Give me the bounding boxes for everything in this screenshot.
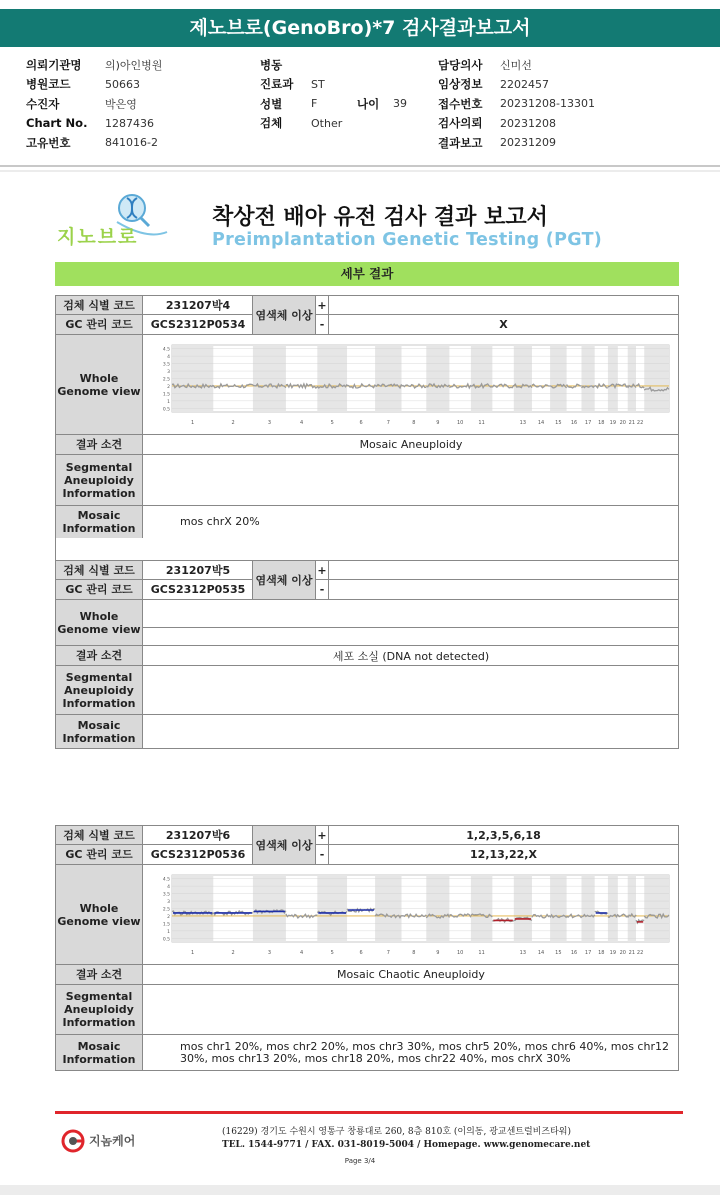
info-value: 20231208 <box>500 116 556 130</box>
info-value: 2202457 <box>500 77 549 91</box>
x-tick-label: 19 <box>609 950 617 956</box>
section-header: 세부 결과 <box>55 262 679 286</box>
info-label: 병원코드 <box>26 77 71 92</box>
header-divider <box>0 165 720 167</box>
sample-block-2 <box>55 560 679 749</box>
whole-genome-plot <box>144 865 678 964</box>
info-label: 결과보고 <box>438 135 483 150</box>
x-tick-label: 18 <box>598 420 605 426</box>
genome-plot-svg <box>158 870 673 960</box>
footer-brand: 지놈케어 <box>89 1134 136 1148</box>
report-page <box>0 172 720 1185</box>
info-row <box>260 55 407 75</box>
info-value: ST <box>311 77 325 91</box>
info-row <box>26 75 162 95</box>
x-tick-label: 15 <box>555 420 562 426</box>
info-label: 임상정보 <box>438 77 483 92</box>
mosaic-row <box>56 715 678 748</box>
y-tick-label: 0.5 <box>162 407 170 413</box>
x-tick-label: 11 <box>478 950 485 956</box>
x-tick-label: 16 <box>570 420 578 426</box>
info-row <box>438 114 595 134</box>
x-tick-label: 7 <box>386 950 390 956</box>
sample-id-value: 231207박4 <box>144 296 253 314</box>
sample-id-value: 231207박6 <box>144 826 253 844</box>
sample-id-label: 검체 식별 코드 <box>56 296 143 314</box>
sample-id-row <box>56 561 678 580</box>
x-tick-label: 10 <box>456 420 464 426</box>
y-tick-label: 4.5 <box>162 877 170 883</box>
info-value: 841016-2 <box>105 136 158 150</box>
mosaic-value: mos chr1 20%, mos chr2 20%, mos chr3 30%, mos chr5 20%, mos chr6 40%, mos chr12 30%, mos chr13 20%, mos chr18 20%, mos chr22 40%, mos chrX 30% <box>180 1039 669 1065</box>
footer-contact-line: TEL. 1544-9771 / FAX. 031-8019-5004 / Homepage. www.genomecare.net <box>222 1140 591 1150</box>
gc-code-label: GC 관리 코드 <box>56 845 143 864</box>
x-tick-label: 11 <box>478 420 485 426</box>
finding-label: 결과 소견 <box>56 646 143 665</box>
info-row <box>260 75 407 95</box>
y-tick-label: 1.5 <box>162 392 170 398</box>
gc-code-label: GC 관리 코드 <box>56 315 143 334</box>
x-tick-label: 2 <box>231 420 235 426</box>
mosaic-row <box>56 506 678 538</box>
finding-label: 결과 소견 <box>56 965 143 984</box>
info-value: 20231208-13301 <box>500 97 595 111</box>
y-tick-label: 2.5 <box>162 907 170 913</box>
y-tick-label: 3.5 <box>162 892 170 898</box>
gc-code-value: GCS2312P0534 <box>144 315 253 334</box>
loss-sign: - <box>316 580 329 599</box>
mosaic-row <box>56 1035 678 1070</box>
genobro-logo <box>57 192 172 250</box>
sample-id-value: 231207박5 <box>144 561 253 579</box>
age-value: 39 <box>393 97 407 111</box>
sample-id-row <box>56 826 678 845</box>
info-row <box>438 94 595 114</box>
sample-id-row <box>56 296 678 315</box>
report-subtitle: Preimplantation Genetic Testing (PGT) <box>212 230 603 250</box>
x-tick-label: 7 <box>386 420 390 426</box>
y-tick-label: 4 <box>167 885 170 891</box>
x-tick-label: 3 <box>267 950 272 956</box>
logo-wordmark-text: 지노브로 <box>57 226 139 248</box>
y-tick-label: 3.5 <box>162 362 170 368</box>
y-tick-label: 1 <box>167 399 170 405</box>
x-tick-label: 8 <box>412 420 416 426</box>
y-tick-label: 4.5 <box>162 347 170 353</box>
info-label: 병동 <box>260 57 283 72</box>
info-label: 검체 <box>260 116 283 131</box>
footer-address-line: (16229) 경기도 수원시 영통구 창룡대로 260, 8층 810호 (이의동, 광교센트럴비즈타워) <box>222 1127 571 1137</box>
info-label: 접수번호 <box>438 96 483 111</box>
finding-row <box>56 435 678 455</box>
x-tick-label: 21 <box>628 950 636 956</box>
mosaic-value <box>144 715 678 748</box>
info-label: 진료과 <box>260 77 294 92</box>
info-row <box>438 75 595 95</box>
gc-code-row <box>56 315 678 335</box>
info-value: 신미선 <box>500 58 532 72</box>
info-row <box>26 133 162 153</box>
abnormality-label: 염색체 이상 <box>253 826 316 864</box>
x-tick-label: 4 <box>300 950 304 956</box>
gain-chromosomes: 1,2,3,5,6,18 <box>466 829 541 842</box>
y-tick-label: 2 <box>167 384 170 390</box>
info-row <box>438 133 595 153</box>
info-row <box>438 55 595 75</box>
x-tick-label: 2 <box>231 950 235 956</box>
sample-id-label: 검체 식별 코드 <box>56 561 143 579</box>
gain-chromosomes <box>329 561 678 580</box>
whole-genome-row <box>56 600 678 646</box>
info-row <box>26 55 162 75</box>
y-tick-label: 2.5 <box>162 377 170 383</box>
segmental-row <box>56 666 678 715</box>
gain-sign: + <box>316 561 329 580</box>
loss-chromosomes: X <box>499 318 508 331</box>
report-title: 착상전 배아 유전 검사 결과 보고서 <box>212 205 548 230</box>
info-label: Chart No. <box>26 116 88 131</box>
info-label: 담당의사 <box>438 57 483 72</box>
info-label: 의뢰기관명 <box>26 57 82 72</box>
whole-genome-label: Whole Genome view <box>56 865 143 964</box>
info-column-3 <box>438 55 595 153</box>
footer-address <box>222 1126 590 1152</box>
x-tick-label: 4 <box>300 420 304 426</box>
y-tick-label: 1 <box>167 929 170 935</box>
abnormality-label: 염색체 이상 <box>253 296 316 334</box>
gc-code-value: GCS2312P0535 <box>144 580 253 599</box>
info-value: 박은영 <box>105 97 137 111</box>
finding-value: Mosaic Aneuploidy <box>359 438 463 451</box>
info-value: 50663 <box>105 77 140 91</box>
info-row <box>26 94 162 114</box>
segmental-label: Segmental Aneuploidy Information <box>56 455 143 505</box>
x-tick-label: 17 <box>584 420 592 426</box>
info-label: 고유번호 <box>26 135 71 150</box>
x-tick-label: 21 <box>628 420 636 426</box>
info-value: Other <box>311 116 343 130</box>
whole-genome-row <box>56 865 678 965</box>
whole-genome-row <box>56 335 678 435</box>
info-label: 수진자 <box>26 96 60 111</box>
x-tick-label: 14 <box>537 420 545 426</box>
x-tick-label: 6 <box>359 950 363 956</box>
sample-id-label: 검체 식별 코드 <box>56 826 143 844</box>
whole-genome-label: Whole Genome view <box>56 335 143 434</box>
gain-sign: + <box>316 826 329 845</box>
gc-code-row <box>56 580 678 600</box>
info-row <box>260 94 407 114</box>
x-tick-label: 10 <box>456 950 464 956</box>
info-label: 검사의뢰 <box>438 116 483 131</box>
document-title: 제노브로(GenoBro)*7 검사결과보고서 <box>0 9 720 47</box>
x-tick-label: 9 <box>436 420 440 426</box>
gc-code-row <box>56 845 678 865</box>
x-tick-label: 16 <box>570 950 578 956</box>
x-tick-label: 13 <box>519 420 527 426</box>
age-label: 나이 <box>357 96 380 111</box>
segmental-value <box>144 666 678 714</box>
x-tick-label: 20 <box>619 420 626 426</box>
segmental-row <box>56 455 678 506</box>
footer-divider <box>55 1111 683 1114</box>
page-number: Page 3/4 <box>344 1157 376 1165</box>
finding-row <box>56 965 678 985</box>
x-tick-label: 14 <box>537 950 545 956</box>
x-tick-label: 5 <box>330 420 334 426</box>
mosaic-label: Mosaic Information <box>56 715 143 748</box>
segmental-value <box>144 455 678 505</box>
info-column-2 <box>260 55 407 133</box>
loss-sign: - <box>316 845 329 864</box>
finding-row <box>56 646 678 666</box>
y-tick-label: 3 <box>167 370 170 376</box>
info-value: 의)아인병원 <box>105 58 163 72</box>
info-label: 성별 <box>260 96 283 111</box>
y-tick-label: 3 <box>167 900 170 906</box>
x-tick-label: 22 <box>636 950 644 956</box>
x-tick-label: 15 <box>555 950 562 956</box>
report-header <box>0 0 720 170</box>
segmental-label: Segmental Aneuploidy Information <box>56 985 143 1034</box>
gc-code-value: GCS2312P0536 <box>144 845 253 864</box>
mosaic-value: mos chrX 20% <box>180 515 260 528</box>
x-tick-label: 5 <box>330 950 334 956</box>
x-tick-label: 1 <box>191 420 195 426</box>
info-value: 20231209 <box>500 136 556 150</box>
sample-block-3 <box>55 825 679 1071</box>
segmental-row <box>56 985 678 1035</box>
x-tick-label: 9 <box>436 950 440 956</box>
info-column-1 <box>26 55 162 153</box>
genome-plot-svg <box>158 340 673 430</box>
y-tick-label: 0.5 <box>162 937 170 943</box>
y-tick-label: 2 <box>167 914 170 920</box>
y-tick-label: 4 <box>167 355 170 361</box>
info-value: 1287436 <box>105 116 154 130</box>
gain-chromosomes <box>329 296 678 315</box>
finding-value: Mosaic Chaotic Aneuploidy <box>337 968 485 981</box>
x-tick-label: 3 <box>267 420 272 426</box>
x-tick-label: 20 <box>619 950 626 956</box>
abnormality-label: 염색체 이상 <box>253 561 316 599</box>
segmental-value <box>144 985 678 1034</box>
mosaic-label: Mosaic Information <box>56 506 143 538</box>
logo-wordmark <box>57 222 138 249</box>
gain-sign: + <box>316 296 329 315</box>
whole-genome-plot <box>144 335 678 434</box>
finding-value: 세포 소실 (DNA not detected) <box>332 649 490 663</box>
segmental-label: Segmental Aneuploidy Information <box>56 666 143 714</box>
info-row <box>260 114 407 134</box>
loss-chromosomes <box>329 580 678 599</box>
x-tick-label: 22 <box>636 420 644 426</box>
whole-genome-label: Whole Genome view <box>56 600 143 645</box>
mosaic-label: Mosaic Information <box>56 1035 143 1070</box>
x-tick-label: 1 <box>191 950 195 956</box>
finding-label: 결과 소견 <box>56 435 143 454</box>
x-tick-label: 13 <box>519 950 527 956</box>
x-tick-label: 19 <box>609 420 617 426</box>
loss-chromosomes: 12,13,22,X <box>470 848 537 861</box>
gc-code-label: GC 관리 코드 <box>56 580 143 599</box>
y-tick-label: 1.5 <box>162 922 170 928</box>
x-tick-label: 6 <box>359 420 363 426</box>
loss-sign: - <box>316 315 329 334</box>
x-tick-label: 17 <box>584 950 592 956</box>
x-tick-label: 18 <box>598 950 605 956</box>
x-tick-label: 8 <box>412 950 416 956</box>
info-value: F <box>311 97 318 111</box>
info-row <box>26 114 162 134</box>
